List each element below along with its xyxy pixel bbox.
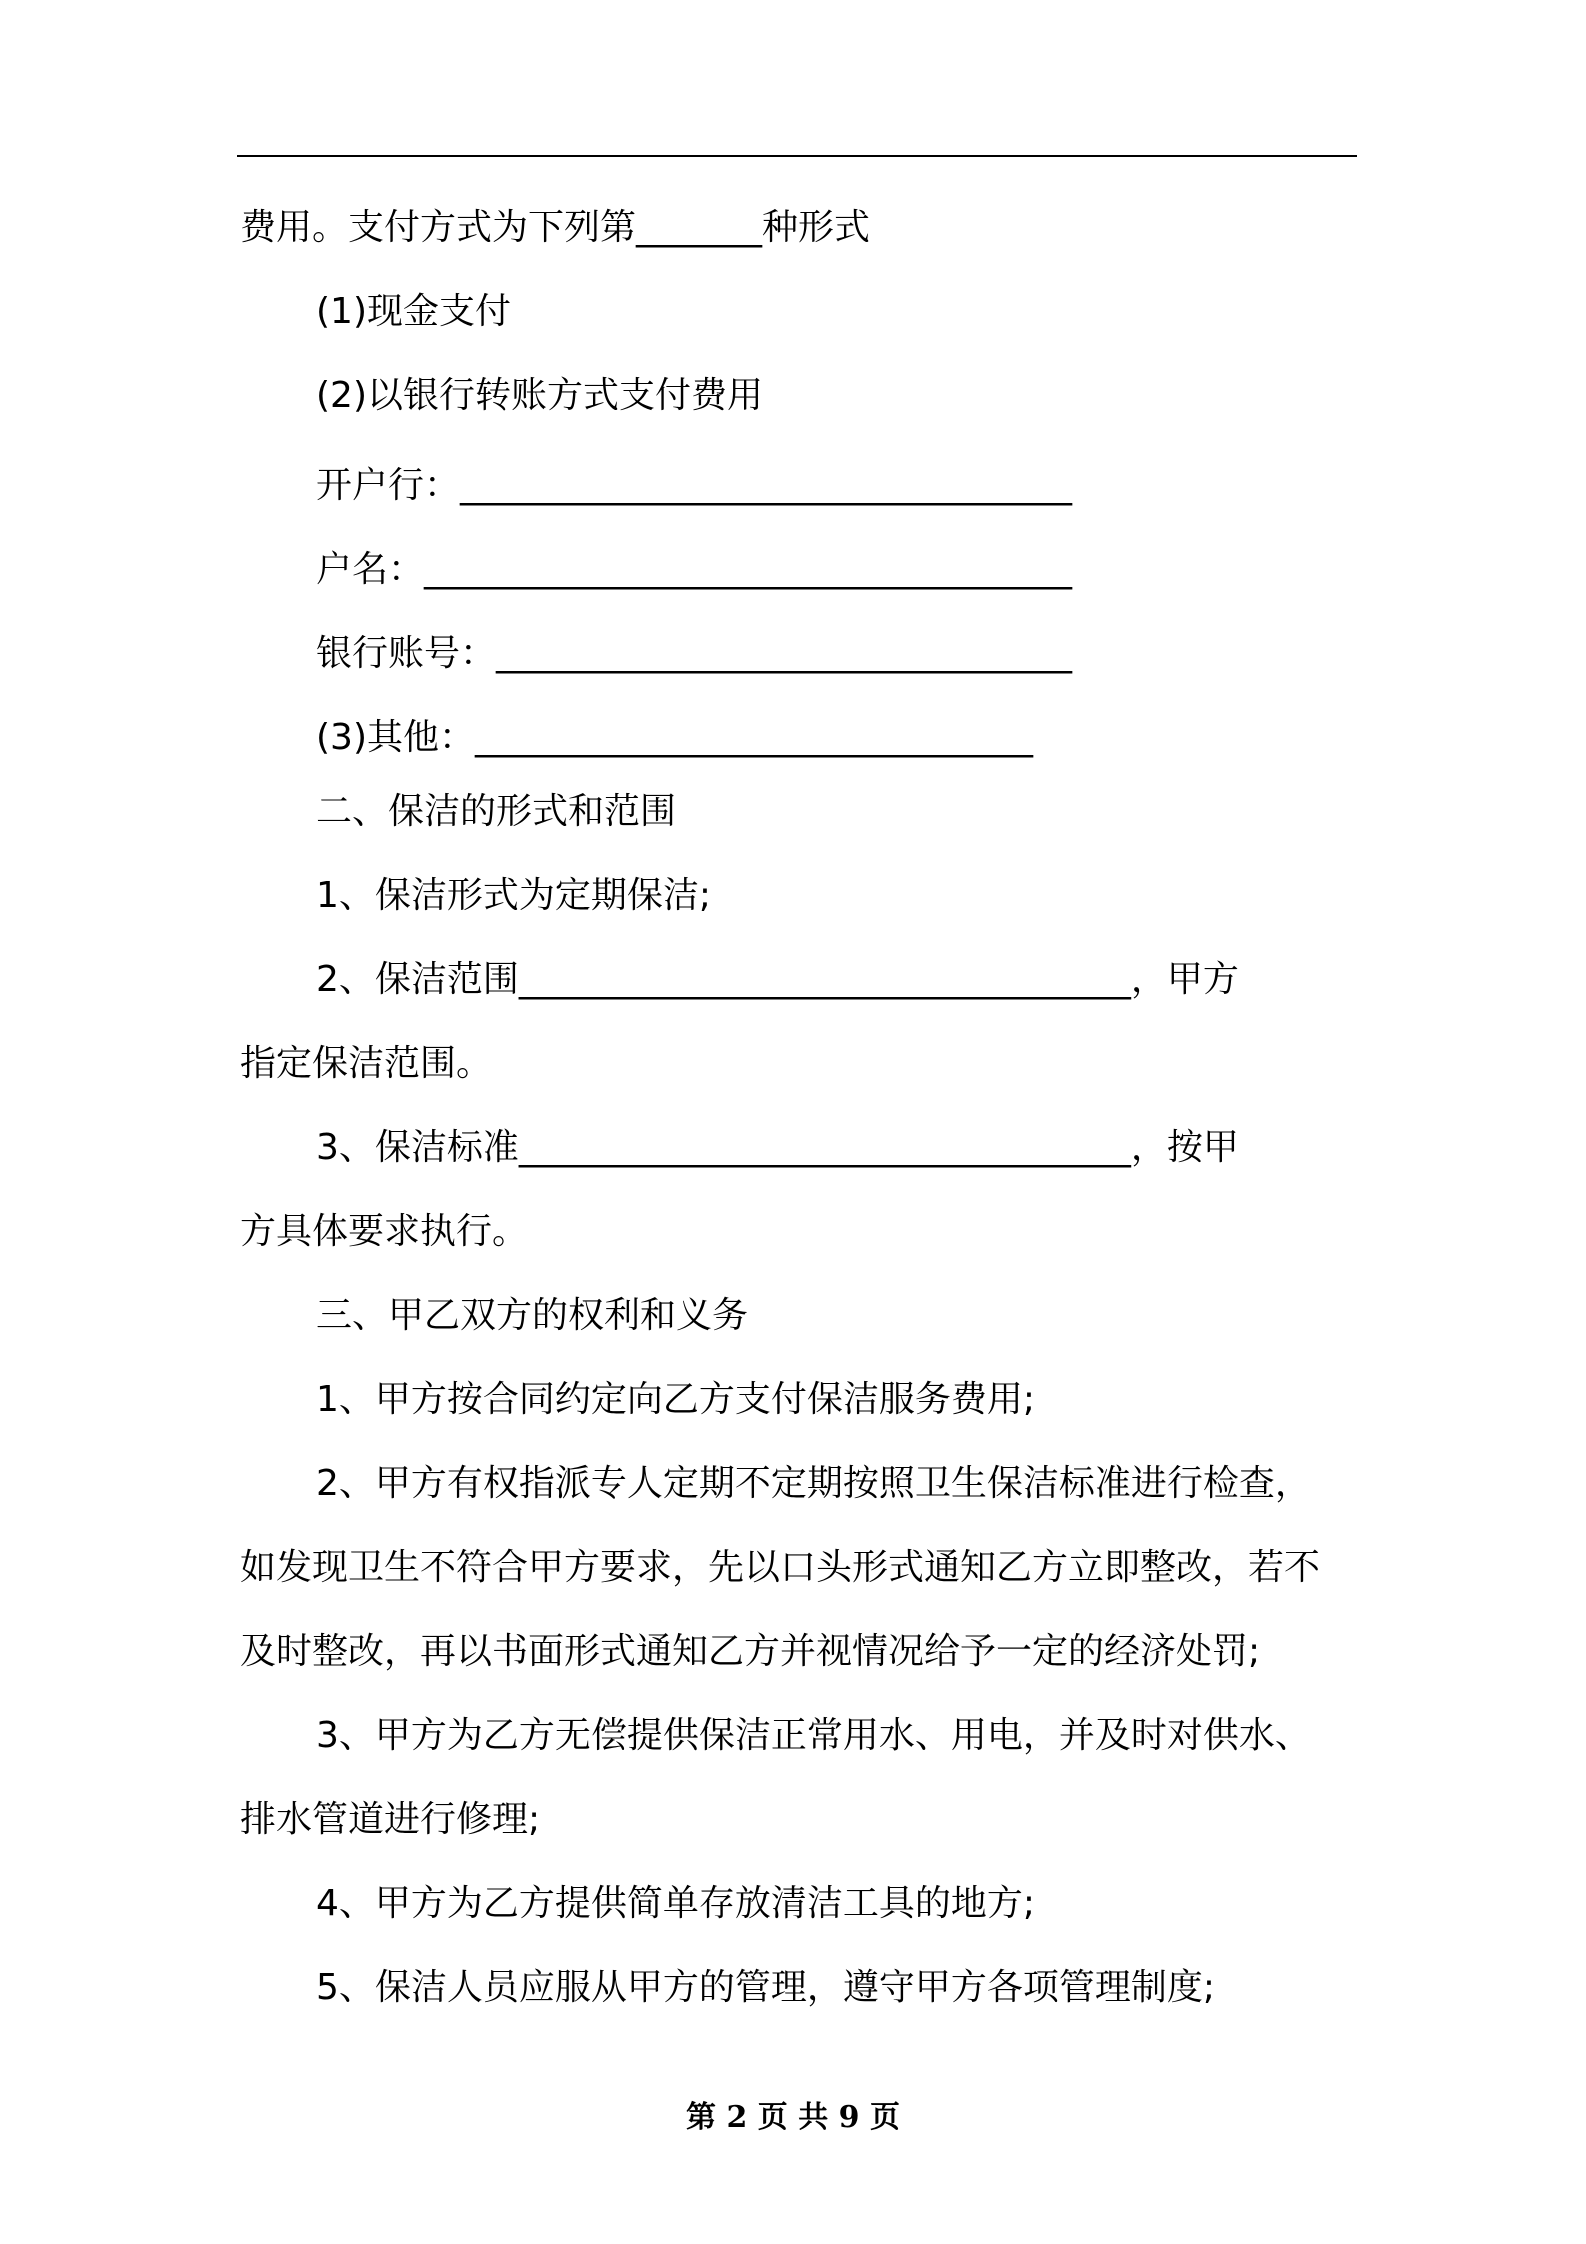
clause-line: 排水管道进行修理; xyxy=(240,1799,541,1840)
text-line: 费用。支付方式为下列第_______种形式 xyxy=(240,207,871,248)
page-number: 第 2 页 共 9 页 xyxy=(686,2100,900,2135)
clause-line: 如发现卫生不符合甲方要求，先以口头形式通知乙方立即整改，若不 xyxy=(240,1547,1321,1588)
clause-line: 4、甲方为乙方提供简单存放清洁工具的地方; xyxy=(316,1883,1036,1924)
clause-line: 2、保洁范围__________________________________，甲方 xyxy=(316,959,1239,1000)
header-rule xyxy=(237,155,1357,157)
clause-line: 及时整改，再以书面形式通知乙方并视情况给予一定的经济处罚; xyxy=(240,1631,1261,1672)
form-field-other: (3)其他：_______________________________ xyxy=(316,717,1033,758)
clause-line: 指定保洁范围。 xyxy=(240,1043,493,1084)
clause-line: 3、甲方为乙方无偿提供保洁正常用水、用电，并及时对供水、 xyxy=(316,1715,1311,1756)
clause-line: 1、保洁形式为定期保洁; xyxy=(316,875,712,916)
form-field-account-number: 银行账号：________________________________ xyxy=(316,633,1073,674)
clause-line: 1、甲方按合同约定向乙方支付保洁服务费用; xyxy=(316,1379,1036,1420)
clause-line: 5、保洁人员应服从甲方的管理，遵守甲方各项管理制度; xyxy=(316,1967,1216,2008)
clause-line: 3、保洁标准__________________________________，按甲 xyxy=(316,1127,1239,1168)
list-item: (1)现金支付 xyxy=(316,291,511,332)
list-item: (2)以银行转账方式支付费用 xyxy=(316,375,763,416)
clause-line: 方具体要求执行。 xyxy=(240,1211,529,1252)
form-field-bank: 开户行：__________________________________ xyxy=(316,465,1073,506)
form-field-account-name: 户名：____________________________________ xyxy=(316,549,1073,590)
section-heading: 三、甲乙双方的权利和义务 xyxy=(316,1295,749,1336)
section-heading: 二、保洁的形式和范围 xyxy=(316,791,677,832)
clause-line: 2、甲方有权指派专人定期不定期按照卫生保洁标准进行检查， xyxy=(316,1463,1311,1504)
